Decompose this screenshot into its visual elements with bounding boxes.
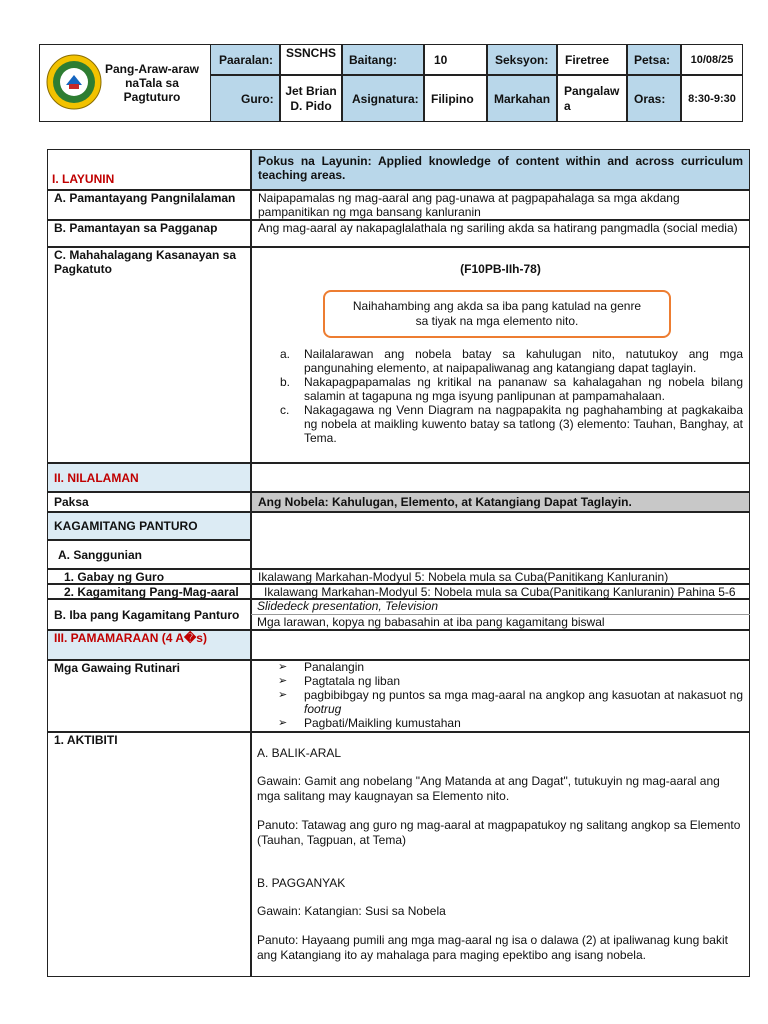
- nilalaman-empty: [251, 463, 750, 492]
- iba-pang-kagamitan-value-2: Mga larawan, kopya ng babasahin at iba pang kagamitang biswal: [257, 615, 605, 629]
- pamantayang-pangnilalaman-value: Naipapamalas ng mag-aaral ang pag-unawa at pagpapahalaga sa mga akdang pampanitikan ng mga bansang kanluranin: [251, 190, 750, 220]
- objectives-list: [280, 347, 743, 445]
- paksa-value: Ang Nobela: Kahulugan, Elemento, at Katangiang Dapat Taglayin.: [251, 492, 750, 512]
- iba-pang-kagamitan-label: B. Iba pang Kagamitang Panturo: [47, 599, 251, 630]
- baitang-value: 10: [424, 44, 487, 75]
- pamantayang-pangnilalaman-label: A. Pamantayang Pangnilalaman: [47, 190, 251, 220]
- school-logo: [46, 54, 102, 110]
- oras-value: 8:30-9:30: [681, 75, 743, 122]
- kagamitan-empty: [251, 512, 750, 569]
- objective-item: a. Nailalarawan ang nobela batay sa kahulugan nito, natutukoy ang mga pangunahing elemento, at naipapaliwanag ang katangiang dapat taglayin.: [280, 347, 743, 375]
- markahan-label: Markahan: [487, 75, 557, 122]
- rutinari-item: ➢ Pagtatala ng liban: [278, 674, 743, 688]
- sanggunian-label: A. Sanggunian: [47, 540, 251, 569]
- pamantayan-pagganap-value: Ang mag-aaral ay nakapaglalathala ng sariling akda sa hatirang pangmadla (social media): [251, 220, 750, 247]
- gabay-guro-label: 1. Gabay ng Guro: [47, 569, 251, 584]
- kagamitang-mag-aaral-value: Ikalawang Markahan-Modyul 5: Nobela mula sa Cuba(Panitikang Kanluranin) Pahina 5-6: [251, 584, 750, 599]
- rutinari-item: ➢ pagbibibgay ng puntos sa mga mag-aaral na angkop ang kasuotan at nakasuot ng footrug: [278, 688, 743, 716]
- nilalaman-heading: II. NILALAMAN: [47, 463, 251, 492]
- guro-value: Jet Brian D. Pido: [280, 75, 342, 122]
- aktibiti-label: 1. AKTIBITI: [47, 732, 251, 977]
- guro-label: Guro:: [210, 75, 280, 122]
- layunin-heading: I. LAYUNIN: [52, 172, 115, 186]
- baitang-label: Baitang:: [342, 44, 424, 75]
- markahan-value: Pangalaw a: [557, 75, 627, 122]
- objective-item: c. Nakagagawa ng Venn Diagram na nagpapakita ng paghahambing at pagkakaiba ng nobela at maikling kuwento batay sa tatlong (3) elemento: Tauhan, Banghay, at Tema.: [280, 403, 743, 445]
- objective-item: b. Nakapagpapamalas ng kritikal na pananaw sa kahalagahan ng nobela bilang salamin at tagapuna ng mga isyung panlipunan at pampamahalaan.: [280, 375, 743, 403]
- rutinari-list: [278, 660, 743, 730]
- pagganyak-title: B. PAGGANYAK: [257, 876, 346, 890]
- kagamitang-mag-aaral-label: 2. Kagamitang Pang-Mag-aaral: [47, 584, 251, 599]
- pamantayan-pagganap-label: B. Pamantayan sa Pagganap: [47, 220, 251, 247]
- iba-pang-kagamitan-value-1: Slidedeck presentation, Television: [257, 599, 439, 613]
- asignatura-value: Filipino: [424, 75, 487, 122]
- balik-aral-title: A. BALIK-ARAL: [257, 746, 342, 760]
- kasanayan-label: C. Mahahalagang Kasanayan sa Pagkatuto: [47, 247, 251, 463]
- seksyon-label: Seksyon:: [487, 44, 557, 75]
- competency-box: Naihahambing ang akda sa iba pang katulad na genre sa tiyak na mga elemento nito.: [323, 290, 671, 338]
- pamamaraan-heading: III. PAMAMARAAN (4 A�s): [47, 630, 251, 660]
- rutinari-item: ➢ Pagbati/Maikling kumustahan: [278, 716, 743, 730]
- pagganyak-panuto: Panuto: Hayaang pumili ang mga mag-aaral ng isa o dalawa (2) at ipaliwanag kung bakit ang Katangiang ito ay mahalaga para maging epektibo ang isang nobela.: [257, 933, 728, 962]
- pagganyak-gawain: Gawain: Katangian: Susi sa Nobela: [257, 904, 446, 918]
- balik-aral-panuto: Panuto: Tatawag ang guro ng mag-aaral at magpapatukoy ng salitang angkop sa Elemento (Tauhan, Tagpuan, at Tema): [257, 818, 741, 847]
- balik-aral-gawain: Gawain: Gamit ang nobelang "Ang Matanda at ang Dagat", tutukuyin ng mag-aaral ang mga salitang may kaugnayan sa Elemento nito.: [257, 774, 720, 803]
- oras-label: Oras:: [627, 75, 681, 122]
- rutinari-label: Mga Gawaing Rutinari: [47, 660, 251, 732]
- paksa-label: Paksa: [47, 492, 251, 512]
- paaralan-value: SSNCHS: [280, 44, 342, 75]
- doc-title: Pang-Araw-araw naTala sa Pagtuturo: [104, 62, 200, 104]
- gabay-guro-value: Ikalawang Markahan-Modyul 5: Nobela mula sa Cuba(Panitikang Kanluranin): [251, 569, 750, 584]
- pokus-layunin: Pokus na Layunin: Applied knowledge of content within and across curriculum teaching areas.: [251, 149, 750, 190]
- pamamaraan-empty: [251, 630, 750, 660]
- petsa-value: 10/08/25: [681, 44, 743, 75]
- asignatura-label: Asignatura:: [342, 75, 424, 122]
- rutinari-item: ➢ Panalangin: [278, 660, 743, 674]
- school-seal-icon: [46, 54, 102, 110]
- kagamitan-heading: KAGAMITANG PANTURO: [47, 512, 251, 540]
- petsa-label: Petsa:: [627, 44, 681, 75]
- seksyon-value: Firetree: [557, 44, 627, 75]
- competency-code: (F10PB-IIh-78): [460, 262, 541, 276]
- paaralan-label: Paaralan:: [210, 44, 280, 75]
